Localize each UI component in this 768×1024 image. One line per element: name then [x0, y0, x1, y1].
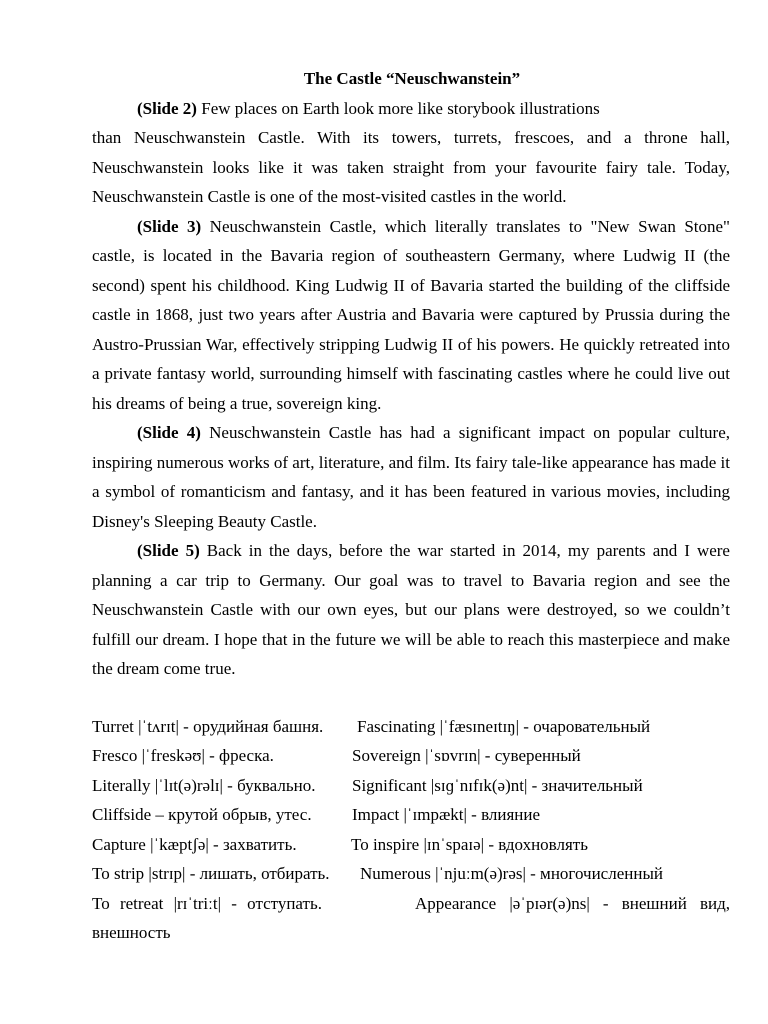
vocabulary-word: - — [602, 893, 609, 913]
vocabulary-entry-left: Fresco |ˈfreskəʊ| - фреска. — [92, 746, 274, 765]
slide-label: (Slide 5) — [137, 541, 200, 560]
vocabulary-entry-left: Cliffside – крутой обрыв, утес. — [92, 805, 312, 824]
paragraph-slide-2 — [92, 94, 730, 124]
paragraph-text-line1: Few places on Earth look more like storybook illustrations — [196, 98, 600, 118]
slide-label: (Slide 4) — [137, 423, 201, 442]
vocabulary-entry-right: Sovereign |ˈsɒvrɪn| - суверенный — [352, 746, 581, 765]
vocabulary-word: |əˈpɪər(ə)ns| — [509, 893, 590, 913]
document-page — [92, 64, 730, 948]
vocabulary-list — [92, 712, 730, 948]
vocabulary-row — [92, 712, 730, 742]
vocabulary-continuation: внешность — [92, 923, 171, 942]
vocabulary-row — [92, 830, 730, 860]
slide-label: (Slide 2) — [137, 98, 197, 118]
vocabulary-entry-left: To retreat |rɪˈtriːt| - отступать. — [92, 893, 322, 913]
vocabulary-entry-right: Fascinating |ˈfæsɪneɪtɪŋ| - очаровательный — [357, 716, 651, 736]
vocabulary-word: внешний — [621, 893, 687, 913]
vocabulary-entry-right: Significant |sɪɡˈnɪfɪk(ə)nt| - значительный — [352, 775, 643, 795]
paragraph-text: Back in the days, before the war started in 2014, my parents and I were planning a car trip to Germany. Our goal was to travel to Bavaria region and see the Neuschwanstein Castle with our own eyes, but our plans were destroyed, so we couldn’t fulfill our dream. I hope that in the future we will be able to reach this masterpiece and make the dream come true. — [92, 541, 730, 678]
paragraph-text: Neuschwanstein Castle has had a significant impact on popular culture, inspiring numerous works of art, literature, and film. Its fairy tale-like appearance has made it a symbol of romanticism and fantasy, and it has been featured in various movies, including Disney's Sleeping Beauty Castle. — [92, 423, 730, 531]
slide-label: (Slide 3) — [137, 216, 202, 236]
vocabulary-word: Appearance — [415, 893, 497, 913]
vocabulary-entry-right: Numerous |ˈnjuːm(ə)rəs| - многочисленный — [360, 864, 663, 883]
paragraph-slide-5 — [92, 536, 730, 684]
vocabulary-row — [92, 741, 730, 771]
paragraph-slide-3 — [92, 212, 730, 419]
vocabulary-row — [92, 771, 730, 801]
vocabulary-word: вид, — [699, 893, 730, 913]
paragraph-slide-2-continued: than Neuschwanstein Castle. With its towers, turrets, frescoes, and a throne hall, Neuschwanstein looks like it was taken straight from your favourite fairy tale. Today, Neuschwanstein Castle is one of the most-visited castles in the world. — [92, 128, 730, 206]
document-title: The Castle “Neuschwanstein” — [303, 69, 521, 88]
vocabulary-entry-right — [415, 889, 730, 919]
vocabulary-entry-left: Turret |ˈtʌrɪt| - орудийная башня. — [92, 716, 324, 736]
vocabulary-row — [92, 859, 730, 889]
vocabulary-entry-right: To inspire |ɪnˈspaɪə| - вдохновлять — [351, 834, 588, 854]
vocabulary-entry-left: To strip |strɪp| - лишать, отбирать. — [92, 864, 330, 883]
vocabulary-continuation-row — [92, 918, 730, 948]
vocabulary-entry-left: Literally |ˈlɪt(ə)rəlɪ| - буквально. — [92, 775, 316, 795]
vocabulary-row-last — [92, 889, 730, 919]
paragraph-slide-4 — [92, 418, 730, 536]
vocabulary-row — [92, 800, 730, 830]
vocabulary-entry-left: Capture |ˈkæptʃə| - захватить. — [92, 834, 297, 854]
vocabulary-entry-right: Impact |ˈɪmpækt| - влияние — [352, 805, 541, 824]
paragraph-text: Neuschwanstein Castle, which literally translates to "New Swan Stone" castle, is located in the Bavaria region of southeastern Germany, where Ludwig II (the second) spent his childhood. King Ludwig II of Bavaria started the building of the cliffside castle in 1868, just two years after Austria and Bavaria were captured by Prussia during the Austro-Prussian War, effectively stripping Ludwig II of his powers. He quickly retreated into a private fantasy world, surrounding himself with fascinating castles where he could live out his dreams of being a true, sovereign king. — [92, 216, 730, 413]
